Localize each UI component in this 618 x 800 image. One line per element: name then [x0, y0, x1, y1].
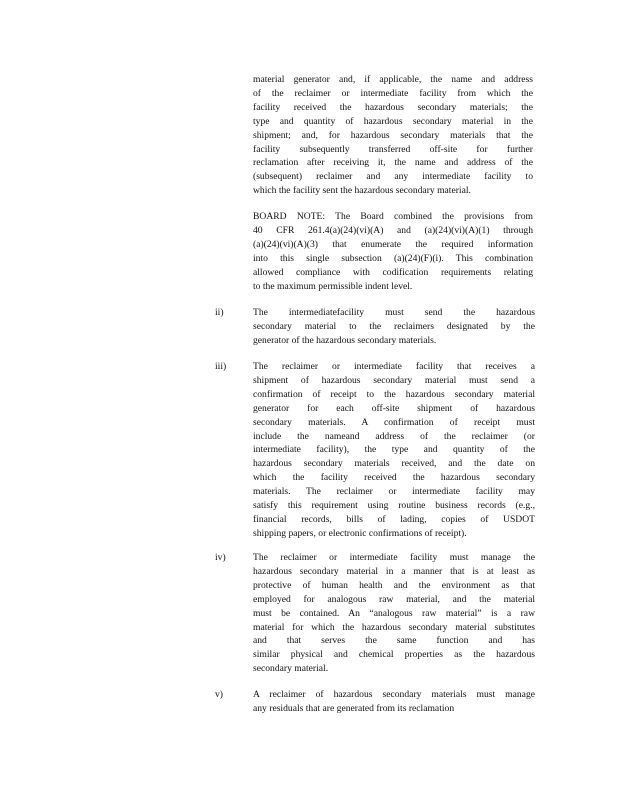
text-line: and that serves the same function and has — [253, 635, 535, 647]
text-line: secondary materials. A confirmation of receipt must — [253, 416, 535, 428]
text-line: BOARD NOTE: The Board combined the provisions from — [253, 211, 533, 222]
board-note — [253, 210, 533, 293]
text-line: allowed compliance with codification requirements relating — [253, 266, 533, 278]
text-line: intermediate facility), the type and quantity of the — [253, 444, 535, 456]
text-line: of the reclaimer or intermediate facility from which the — [253, 87, 533, 99]
subsection-text — [253, 688, 535, 716]
text-line: A reclaimer of hazardous secondary materials must manage — [253, 689, 535, 700]
text-line: The intermediatefacility must send the hazardous — [253, 307, 535, 318]
text-line: (a)(24)(vi)(A)(3) that enumerate the required information — [253, 238, 533, 250]
text-line: materials. The reclaimer or intermediate facility may — [253, 486, 535, 498]
text-line: which the facility sent the hazardous secondary material. — [253, 185, 471, 197]
text-line: shipping papers, or electronic confirmations of receipt). — [253, 527, 467, 539]
text-line: generator of the hazardous secondary materials. — [253, 334, 437, 346]
text-line: hazardous secondary material in a manner that is at least as — [253, 565, 535, 577]
text-line: secondary material. — [253, 663, 329, 675]
text-line: material generator and, if applicable, the name and address — [253, 74, 533, 85]
subsection-text — [253, 551, 535, 676]
text-line: employed for analogous raw material, and the material — [253, 593, 535, 605]
subsection-label: iii) — [215, 361, 227, 372]
text-line: financial records, bills of lading, copies of USDOT — [253, 513, 535, 525]
text-line: material for which the hazardous secondary material substitutes — [253, 621, 535, 633]
text-line: reclamation after receiving it, the name and address of the — [253, 157, 533, 169]
subsection-label: iv) — [215, 552, 226, 563]
text-line: The reclaimer or intermediate facility that receives a — [253, 361, 535, 372]
continuation-paragraph — [253, 73, 533, 198]
text-line: to the maximum permissible indent level. — [253, 280, 413, 292]
subsection-label: ii) — [215, 307, 224, 318]
text-line: The reclaimer or intermediate facility must manage the — [253, 552, 535, 563]
text-line: include the nameand address of the reclaimer (or — [253, 430, 535, 442]
subsection-text — [253, 306, 535, 348]
text-line: type and quantity of hazardous secondary material in the — [253, 115, 533, 127]
text-line: which the facility received the hazardous secondary — [253, 472, 535, 484]
text-line: shipment of hazardous secondary material must send a — [253, 374, 535, 386]
text-line: must be contained. An “analogous raw material” is a raw — [253, 607, 535, 619]
text-line: confirmation of receipt to the hazardous secondary material — [253, 388, 535, 400]
text-line: 40 CFR 261.4(a)(24)(vi)(A) and (a)(24)(vi)(A)(1) through — [253, 224, 533, 236]
text-line: any residuals that are generated from its reclamation — [253, 702, 455, 714]
text-line: satisfy this requirement using routine business records (e.g., — [253, 500, 535, 512]
text-line: secondary material to the reclaimers designated by the — [253, 320, 535, 332]
text-line: similar physical and chemical properties as the hazardous — [253, 649, 535, 661]
text-line: shipment; and, for hazardous secondary materials that the — [253, 129, 533, 141]
subsection-label: v) — [215, 689, 223, 700]
text-line: (subsequent) reclaimer and any intermediate facility to — [253, 171, 533, 183]
text-line: facility subsequently transferred off-site for further — [253, 143, 533, 155]
text-line: generator for each off-site shipment of hazardous — [253, 402, 535, 414]
text-line: into this single subsection (a)(24)(F)(i). This combination — [253, 252, 533, 264]
text-line: protective of human health and the environment as that — [253, 579, 535, 591]
subsection-text — [253, 360, 535, 541]
text-line: hazardous secondary materials received, and the date on — [253, 458, 535, 470]
text-line: facility received the hazardous secondary materials; the — [253, 101, 533, 113]
